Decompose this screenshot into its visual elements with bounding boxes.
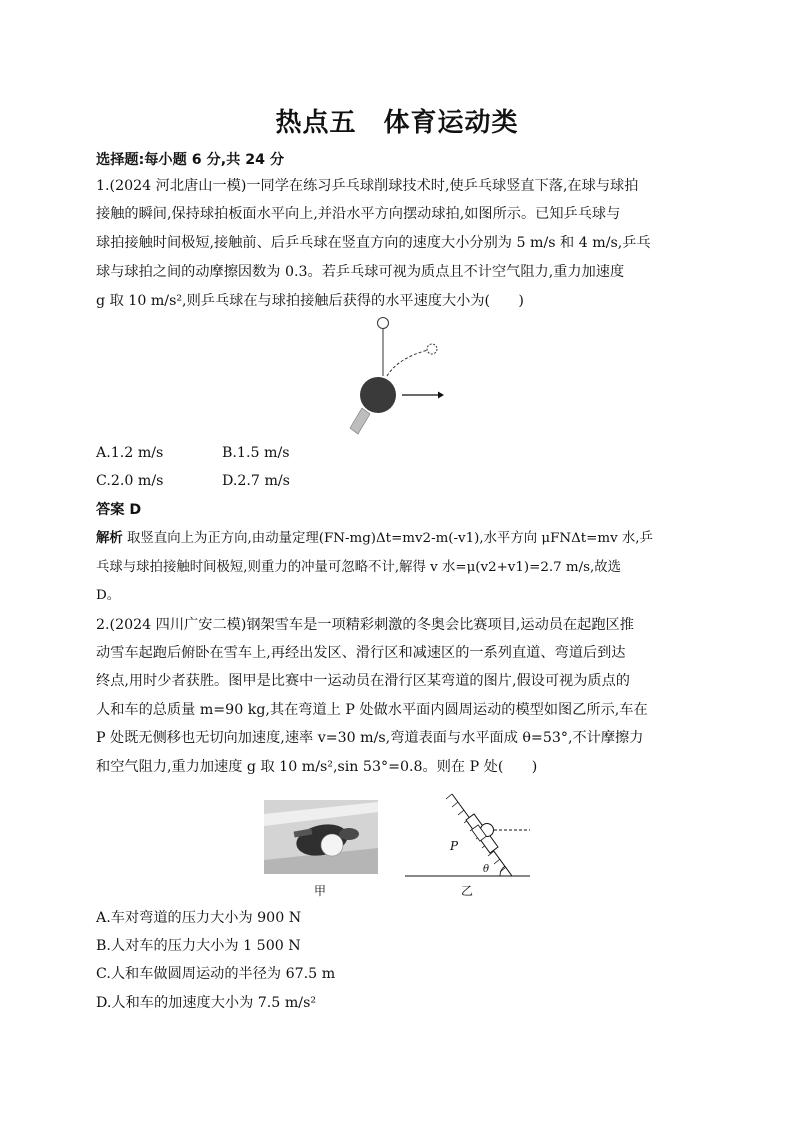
q2-option-c: C.人和车做圆周运动的半径为 67.5 m: [96, 966, 336, 982]
ball-before-icon: [378, 318, 389, 329]
q1-analysis-line-3: D。: [96, 588, 121, 603]
q2-line-6: 和空气阻力,重力加速度 g 取 10 m/s²,sin 53°=0.8。则在 P 处( ): [96, 759, 538, 775]
q1-analysis-label: 解析: [96, 531, 123, 546]
q1-line-3: 球拍接触时间极短,接触前、后乒乓球在竖直方向的速度大小分别为 5 m/s 和 4 m/s,乒乓: [96, 235, 651, 251]
curve-model-diagram: [402, 790, 532, 880]
q2-line-5: P 处既无侧移也无切向加速度,速率 v=30 m/s,弯道表面与水平面成 θ=53°,不计摩擦力: [96, 730, 644, 746]
q2-line-1: 2.(2024 四川广安二模)钢架雪车是一项精彩刺激的冬奥会比赛项目,运动员在起跑区推: [96, 617, 634, 633]
ball-after-icon: [427, 344, 437, 354]
q2-line-3: 终点,用时少者获胜。图甲是比赛中一运动员在滑行区某弯道的图片,假设可视为质点的: [96, 673, 630, 689]
q1-option-d: D.2.7 m/s: [222, 473, 290, 489]
q1-option-a: A.1.2 m/s: [96, 445, 164, 461]
q1-option-b: B.1.5 m/s: [222, 445, 290, 461]
skeleton-photo-drawing: [264, 800, 378, 874]
q1-line-2: 接触的瞬间,保持球拍板面水平向上,并沿水平方向摆动球拍,如图所示。已知乒乓球与: [96, 206, 621, 222]
q1-analysis-line-1: [96, 529, 706, 549]
q2-line-4: 人和车的总质量 m=90 kg,其在弯道上 P 处做水平面内圆周运动的模型如图乙所示,车在: [96, 702, 648, 718]
fig-yi-caption: 乙: [461, 884, 474, 898]
page-title: 热点五 体育运动类: [275, 108, 519, 138]
q1-line-1: 1.(2024 河北唐山一模)一同学在练习乒乓球削球技术时,使乒乓球竖直下落,在球与球拍: [96, 178, 639, 194]
q2-option-a: A.车对弯道的压力大小为 900 N: [96, 910, 302, 926]
paddle-handle-icon: [350, 408, 370, 434]
q1-analysis-text-1: 取竖直向上为正方向,由动量定理(FN-mg)Δt=mv2-m(-v1),水平方向 μFNΔt=mv 水,乒: [122, 531, 653, 546]
rebound-path-line: [387, 350, 428, 376]
swing-arrow-head-icon: [438, 392, 444, 399]
q1-analysis-line-2: 乓球与球拍接触时间极短,则重力的冲量可忽略不计,解得 v 水=μ(v2+v1)=2.7 m/s,故选: [96, 560, 622, 575]
q1-line-5: g 取 10 m/s²,则乒乓球在与球拍接触后获得的水平速度大小为( ): [96, 293, 524, 309]
q2-option-d: D.人和车的加速度大小为 7.5 m/s²: [96, 995, 317, 1011]
fig-label-p: P: [450, 839, 459, 853]
fig-jia-caption: 甲: [314, 884, 327, 898]
section-header: 选择题:每小题 6 分,共 24 分: [96, 152, 285, 168]
q2-line-2: 动雪车起跑后俯卧在雪车上,再经出发区、滑行区和减速区的一系列直道、弯道后到达: [96, 645, 626, 661]
fig-label-theta: θ: [483, 864, 490, 875]
q1-answer: 答案 D: [96, 502, 142, 518]
theta-arc: [500, 866, 505, 876]
paddle-head-icon: [360, 377, 396, 413]
q2-option-b: B.人对车的压力大小为 1 500 N: [96, 938, 301, 954]
q1-option-c: C.2.0 m/s: [96, 473, 164, 489]
q1-line-4: 球与球拍之间的动摩擦因数为 0.3。若乒乓球可视为质点且不计空气阻力,重力加速度: [96, 264, 625, 280]
skeleton-photo: [264, 800, 378, 874]
paddle-figure: [340, 310, 450, 435]
